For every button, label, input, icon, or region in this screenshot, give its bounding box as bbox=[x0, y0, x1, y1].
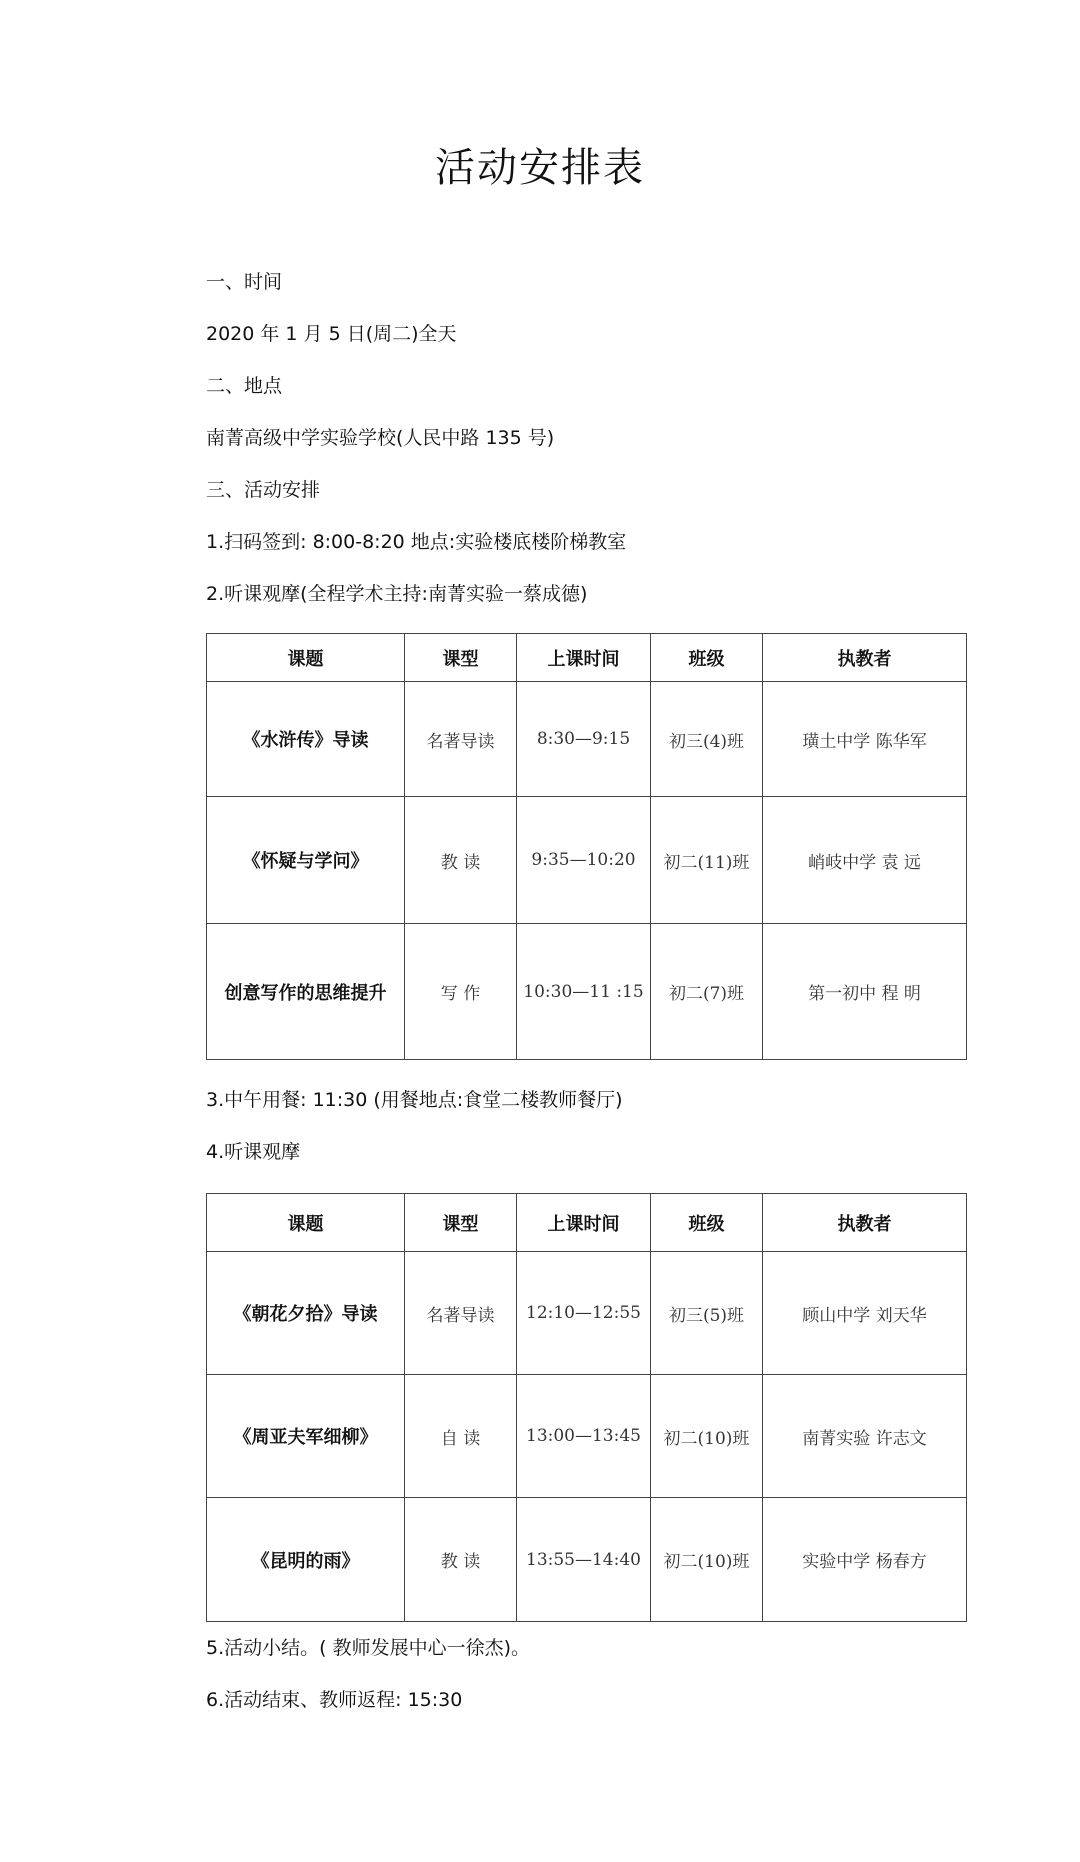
cell-type: 写 作 bbox=[405, 924, 517, 1060]
cell-class: 初二(7)班 bbox=[651, 924, 763, 1060]
item-observation-afternoon: 4.听课观摩 bbox=[206, 1141, 301, 1163]
cell-time: 12:10—12:55 bbox=[517, 1252, 651, 1375]
place-heading: 二、地点 bbox=[206, 375, 283, 397]
cell-time: 13:00—13:45 bbox=[517, 1375, 651, 1498]
schedule-table-afternoon bbox=[206, 1193, 967, 1622]
cell-class: 初三(4)班 bbox=[651, 682, 763, 797]
schedule-table-morning bbox=[206, 633, 967, 1060]
time-value: 2020 年 1 月 5 日(周二)全天 bbox=[206, 323, 457, 345]
cell-topic: 《昆明的雨》 bbox=[207, 1498, 405, 1622]
header-class: 班级 bbox=[651, 1194, 763, 1252]
table-row bbox=[207, 1375, 967, 1498]
place-value: 南菁高级中学实验学校(人民中路 135 号) bbox=[206, 427, 555, 449]
cell-time: 8:30—9:15 bbox=[517, 682, 651, 797]
cell-type: 教 读 bbox=[405, 797, 517, 924]
table-row bbox=[207, 1498, 967, 1622]
cell-topic: 《水浒传》导读 bbox=[207, 682, 405, 797]
cell-class: 初二(11)班 bbox=[651, 797, 763, 924]
cell-class: 初二(10)班 bbox=[651, 1375, 763, 1498]
cell-teacher: 实验中学 杨春方 bbox=[763, 1498, 967, 1622]
cell-class: 初二(10)班 bbox=[651, 1498, 763, 1622]
header-topic: 课题 bbox=[207, 1194, 405, 1252]
header-topic: 课题 bbox=[207, 634, 405, 682]
header-teacher: 执教者 bbox=[763, 634, 967, 682]
cell-topic: 《周亚夫军细柳》 bbox=[207, 1375, 405, 1498]
header-teacher: 执教者 bbox=[763, 1194, 967, 1252]
item-checkin: 1.扫码签到: 8:00-8:20 地点:实验楼底楼阶梯教室 bbox=[206, 531, 627, 553]
cell-teacher: 璜土中学 陈华军 bbox=[763, 682, 967, 797]
table-header-row bbox=[207, 634, 967, 682]
cell-type: 名著导读 bbox=[405, 682, 517, 797]
cell-topic: 《朝花夕拾》导读 bbox=[207, 1252, 405, 1375]
arrangement-heading: 三、活动安排 bbox=[206, 479, 321, 501]
table-row bbox=[207, 797, 967, 924]
cell-class: 初三(5)班 bbox=[651, 1252, 763, 1375]
header-class: 班级 bbox=[651, 634, 763, 682]
item-summary: 5.活动小结。( 教师发展中心一徐杰)。 bbox=[206, 1637, 530, 1659]
cell-time: 13:55—14:40 bbox=[517, 1498, 651, 1622]
header-time: 上课时间 bbox=[517, 634, 651, 682]
table-row bbox=[207, 924, 967, 1060]
table-row bbox=[207, 682, 967, 797]
table-header-row bbox=[207, 1194, 967, 1252]
item-lunch: 3.中午用餐: 11:30 (用餐地点:食堂二楼教师餐厅) bbox=[206, 1089, 623, 1111]
page-title: 活动安排表 bbox=[435, 145, 645, 191]
cell-time: 9:35—10:20 bbox=[517, 797, 651, 924]
cell-topic: 《怀疑与学问》 bbox=[207, 797, 405, 924]
header-time: 上课时间 bbox=[517, 1194, 651, 1252]
header-type: 课型 bbox=[405, 634, 517, 682]
time-heading: 一、时间 bbox=[206, 271, 283, 293]
cell-teacher: 第一初中 程 明 bbox=[763, 924, 967, 1060]
cell-topic: 创意写作的思维提升 bbox=[207, 924, 405, 1060]
cell-type: 名著导读 bbox=[405, 1252, 517, 1375]
header-type: 课型 bbox=[405, 1194, 517, 1252]
cell-teacher: 南菁实验 许志文 bbox=[763, 1375, 967, 1498]
cell-time: 10:30—11 :15 bbox=[517, 924, 651, 1060]
cell-type: 自 读 bbox=[405, 1375, 517, 1498]
table-row bbox=[207, 1252, 967, 1375]
cell-teacher: 峭岐中学 袁 远 bbox=[763, 797, 967, 924]
item-end: 6.活动结束、教师返程: 15:30 bbox=[206, 1689, 463, 1711]
item-observation-morning: 2.听课观摩(全程学术主持:南菁实验一蔡成德) bbox=[206, 583, 588, 605]
cell-type: 教 读 bbox=[405, 1498, 517, 1622]
cell-teacher: 顾山中学 刘天华 bbox=[763, 1252, 967, 1375]
